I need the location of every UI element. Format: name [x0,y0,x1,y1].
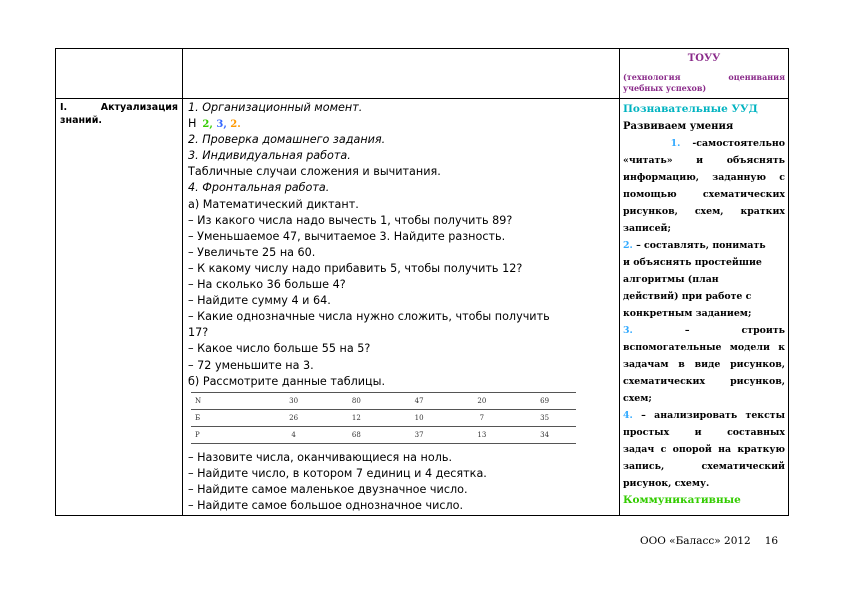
footer-company: ООО «Баласс» 2012 [640,535,751,547]
question: – К какому числу надо прибавить 5, чтобы получить 12? [188,261,523,275]
skill-line: алгоритмы (план [623,274,719,285]
skill-line: вспомогательные модели к [623,342,785,353]
stage-cell [56,99,183,516]
content-row [56,99,789,516]
mood-prefix: Н [188,117,197,131]
skill-line: «читать» и объяснять [623,155,785,166]
skill-line: помощью схематических [623,189,785,200]
touu-subtitle-line1 [620,72,788,82]
header-cell-content [183,49,620,99]
question: – Найдите самое большое однозначное число. [188,499,464,513]
stage-title: Актуализация [100,102,178,113]
step-org: 1. Организационный момент. [188,101,363,114]
header-cell-stage [56,49,183,99]
question: – Какое число больше 55 на 5? [188,342,371,356]
table-cell: 4 [262,426,325,443]
touu-sub-word: (технология [623,72,681,82]
page-footer [640,535,778,547]
skill-text: – составлять, понимать [636,240,766,251]
table-cell: Р [191,426,262,443]
skill-line: схематических рисунков, [623,376,785,387]
mood-numbers [202,119,240,130]
skill-line: действий) при работе с [623,291,752,302]
table-cell: Б [191,409,262,426]
table-cell: 35 [513,409,576,426]
skill-line: записей; [623,223,671,234]
skills-subheading: Развиваем умения [623,121,734,132]
cognitive-heading: Познавательные УУД [623,103,758,115]
step-homework: 2. Проверка домашнего задания. [188,133,386,147]
question: – Уменьшаемое 47, вычитаемое 3. Найдите разность. [188,229,506,243]
stage-title-line2: знаний. [60,115,102,126]
table-cell: 37 [388,426,451,443]
question: – Найдите число, в котором 7 единиц и 4 десятка. [188,467,487,481]
mood-number: 3, [216,119,227,131]
task-text: б) Рассмотрите данные таблицы. [188,374,386,388]
lesson-content-cell [183,99,620,516]
skill-number: 3. [623,325,633,336]
touu-title: ТОУУ [687,53,721,64]
question: – Назовите числа, оканчивающиеся на ноль. [188,450,453,464]
skill-line: простых и составных [623,427,785,438]
table-cell: 80 [325,392,388,409]
mood-line [188,116,614,132]
header-cell-touu [620,49,789,99]
skill-number: 1. [670,138,681,149]
question: – На сколько 36 больше 4? [188,278,346,292]
skill-line: задачам в виде рисунков, [623,359,785,370]
stage-number: I. [60,102,68,113]
communicative-heading: Коммуникативные [623,494,741,506]
question: – Найдите сумму 4 и 64. [188,294,331,308]
skill-line: задач с опорой на краткую [623,444,785,455]
skill-line [623,407,785,424]
number-table [191,392,576,444]
touu-subtitle-line2: учебных успехов) [623,83,707,93]
table-cell: 12 [325,409,388,426]
table-cell: 10 [388,409,451,426]
table-cell: 68 [325,426,388,443]
task-text: а) Математический диктант. [188,197,359,211]
skill-line: рисунков, схем, кратких [623,206,785,217]
question: – Какие однозначные числа нужно сложить, чтобы получить 17? [188,310,550,340]
skill-line [623,237,785,254]
skill-line [623,135,785,152]
task-text: Табличные случаи сложения и вычитания. [188,165,441,179]
table-cell: 34 [513,426,576,443]
table-cell: 20 [450,392,513,409]
skill-line: и объяснять простейшие [623,257,762,268]
skill-line: схем; [623,393,652,404]
table-cell: 13 [450,426,513,443]
skill-text: – анализировать тексты [641,410,785,421]
skill-dash: – [684,325,690,336]
mood-number: 2, [202,119,213,131]
table-cell: 30 [262,392,325,409]
table-cell: 7 [450,409,513,426]
skills-cell [620,99,789,516]
skill-line: информацию, заданную с [623,172,785,183]
table-row [191,392,576,409]
question: – Из какого числа надо вычесть 1, чтобы получить 89? [188,213,513,227]
skill-number: 2. [623,240,633,251]
question: – 72 уменьшите на 3. [188,358,314,372]
skill-text: строить [741,325,785,336]
page-number: 16 [764,535,779,547]
question: – Увеличьте 25 на 60. [188,245,316,259]
table-cell: 69 [513,392,576,409]
table-row [191,426,576,443]
table-row [191,409,576,426]
skill-line: запись, схематический [623,461,785,472]
table-cell: N [191,392,262,409]
question: – Найдите самое маленькое двузначное число. [188,483,468,497]
skill-line: конкретным заданием; [623,308,752,319]
table-cell: 47 [388,392,451,409]
step-individual: 3. Индивидуальная работа. [188,149,351,163]
skill-number: 4. [623,410,633,421]
skill-line [623,322,785,339]
skill-text: -самостоятельно [692,138,786,149]
lesson-table [55,48,789,516]
skill-line: рисунок, схему. [623,478,710,489]
step-frontal: 4. Фронтальная работа. [188,181,330,195]
table-cell: 26 [262,409,325,426]
header-row [56,49,789,99]
touu-sub-word: оценивания [728,72,785,82]
mood-number: 2. [230,119,241,131]
stage-line1 [60,101,178,114]
